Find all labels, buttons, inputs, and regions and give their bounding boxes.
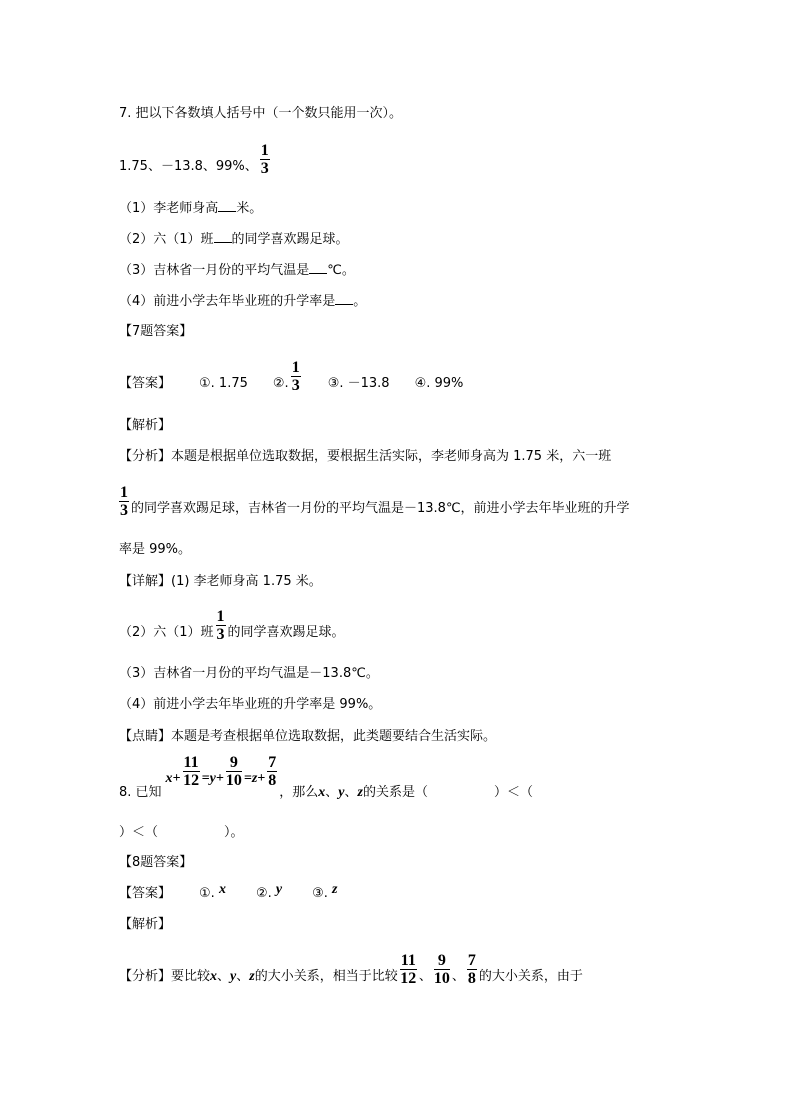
q7-analysis-3: 率是 99%。 <box>119 542 192 557</box>
text: z <box>249 969 255 984</box>
text: ②. <box>255 886 272 901</box>
text: （2）六（1）班 <box>119 625 214 640</box>
text: 【分析】要比较 <box>119 969 211 984</box>
fraction <box>183 754 200 789</box>
answer-blank[interactable] <box>214 231 232 243</box>
answer-blank[interactable] <box>335 293 353 305</box>
text: ）＜（ <box>119 825 159 840</box>
text: ℃。 <box>327 263 355 278</box>
text: x <box>318 785 326 800</box>
text: x <box>165 771 173 786</box>
text: 【答案】 <box>119 886 172 901</box>
q7-detail-4: （4）前进小学去年毕业班的升学率是 99%。 <box>119 697 382 712</box>
equation <box>166 752 280 787</box>
text: 、 <box>325 785 339 800</box>
text: ，那么 <box>279 785 319 800</box>
text: 、 <box>418 969 432 984</box>
text: y <box>275 882 283 897</box>
fraction <box>119 484 129 519</box>
q8-answer <box>119 882 338 902</box>
text: z <box>332 882 338 897</box>
text: 【答案】 <box>119 376 172 391</box>
q7-item-3 <box>119 262 355 279</box>
q7-analysis-1: 【分析】本题是根据单位选取数据，要根据生活实际，李老师身高为 1.75 米，六一班 <box>119 449 612 464</box>
text: 1 <box>216 608 225 625</box>
text: （1）李老师身高 <box>119 201 219 216</box>
q7-title: 7. 把以下各数填人括号中（一个数只能用一次）。 <box>119 106 403 121</box>
text: （4）前进小学去年毕业班的升学率是 <box>119 294 336 309</box>
text: 1 <box>260 142 269 159</box>
text: 12 <box>183 772 200 789</box>
text: ）。 <box>224 825 244 840</box>
text: （3）吉林省一月份的平均气温是 <box>119 263 310 278</box>
text: z <box>251 771 258 786</box>
text: + <box>257 771 266 786</box>
q8-analysis <box>119 950 583 985</box>
text: ）＜（ <box>494 785 534 800</box>
text: 米。 <box>236 201 263 216</box>
answer-blank[interactable] <box>218 200 236 212</box>
q7-answer-header: 【7题答案】 <box>119 324 193 339</box>
text: ②. <box>272 376 289 391</box>
text: 的关系是（ <box>362 785 428 800</box>
text: 7 <box>467 952 476 969</box>
text: = <box>243 771 252 786</box>
text: 9 <box>434 952 450 970</box>
text: 的同学喜欢踢足球，吉林省一月份的平均气温是－13.8℃，前进小学去年毕业班的升学 <box>131 501 630 516</box>
text: ③. <box>312 886 328 901</box>
text: 、 <box>451 969 465 984</box>
text: 3 <box>120 502 128 519</box>
q7-answer <box>119 357 463 392</box>
text: ①. 1.75 <box>199 376 248 391</box>
text: 、 <box>217 969 231 984</box>
text: 、 <box>344 785 358 800</box>
text: 7 <box>268 754 277 771</box>
q8-answer-header: 【8题答案】 <box>119 855 193 870</box>
text: 10 <box>433 970 450 987</box>
text: 8 <box>268 772 277 789</box>
fraction <box>434 952 450 987</box>
text: 的同学喜欢踢足球。 <box>231 232 349 247</box>
text: y <box>209 771 216 786</box>
text: 的大小关系，由于 <box>478 969 583 984</box>
fraction <box>400 952 417 987</box>
text: 11 <box>183 754 199 771</box>
answer-blank[interactable] <box>309 262 327 274</box>
text: 。 <box>353 294 367 309</box>
text: 12 <box>400 970 417 987</box>
text: x <box>218 882 226 897</box>
text: 3 <box>260 160 269 177</box>
q7-jiexi: 【解析】 <box>119 418 172 433</box>
text: = <box>201 771 210 786</box>
q7-detail-3: （3）吉林省一月份的平均气温是－13.8℃。 <box>119 666 379 681</box>
q7-detail-2 <box>119 606 345 641</box>
text: 11 <box>400 952 416 969</box>
fraction <box>260 142 270 177</box>
q7-item-4 <box>119 293 366 310</box>
text: ④. 99% <box>414 376 464 391</box>
text: + <box>215 771 224 786</box>
fraction <box>291 359 301 394</box>
text: 、 <box>236 969 250 984</box>
text: 8 <box>467 970 476 987</box>
text: z <box>357 785 363 800</box>
text: ①. <box>199 886 215 901</box>
text: 9 <box>226 754 242 772</box>
q7-detail-1: 【详解】(1) 李老师身高 1.75 米。 <box>119 574 322 589</box>
text: （2）六（1）班 <box>119 232 214 247</box>
q7-item-1 <box>119 200 262 217</box>
text: y <box>230 969 237 984</box>
q8-title <box>119 754 534 801</box>
fraction <box>267 754 277 789</box>
text: 的同学喜欢踢足球。 <box>227 625 345 640</box>
text: 1 <box>120 484 128 501</box>
text: 1 <box>291 359 300 376</box>
fraction <box>467 952 477 987</box>
q7-analysis-2 <box>119 482 630 517</box>
text: + <box>172 771 181 786</box>
q7-numbers <box>119 140 272 175</box>
text: 8. 已知 <box>119 785 162 800</box>
q8-jiexi: 【解析】 <box>119 917 172 932</box>
text: 的大小关系，相当于比较 <box>254 969 398 984</box>
q8-line2 <box>119 825 244 841</box>
fraction <box>226 754 242 789</box>
text: 3 <box>291 377 300 394</box>
text: 3 <box>216 626 225 643</box>
q7-item-2 <box>119 231 349 248</box>
q7-dianjing: 【点睛】本题是考查根据单位选取数据，此类题要结合生活实际。 <box>119 729 497 744</box>
numbers-text: 1.75、－13.8、99%、 <box>119 159 258 174</box>
text: ③. －13.8 <box>327 376 390 391</box>
fraction <box>216 608 226 643</box>
text: 10 <box>225 772 242 789</box>
text: x <box>210 969 218 984</box>
text: y <box>338 785 345 800</box>
